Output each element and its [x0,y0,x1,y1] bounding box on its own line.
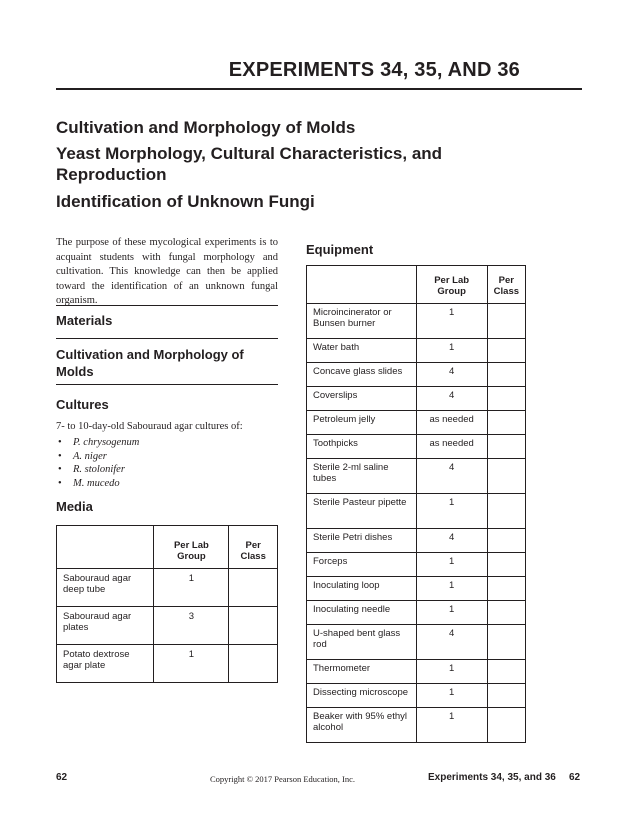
cultivation-rule [56,338,278,339]
table-cell-per-class [487,411,525,435]
media-heading: Media [56,499,93,514]
table-cell-name: Thermometer [307,660,417,684]
materials-heading: Materials [56,313,113,328]
page-number-left: 62 [56,772,68,783]
table-cell-per-class [487,304,525,339]
culture-name: R. stolonifer [73,464,125,475]
table-cell-per-lab: as needed [416,411,487,435]
table-cell-per-lab: 1 [416,577,487,601]
table-cell-per-lab: 4 [416,363,487,387]
table-row [57,645,278,683]
table-row [307,304,526,339]
list-item [56,477,139,491]
materials-rule [56,305,278,306]
subtitle-molds: Cultivation and Morphology of Molds [56,118,356,137]
table-cell-name: Beaker with 95% ethyl alcohol [307,708,417,743]
table-cell-per-lab: 1 [416,601,487,625]
table-cell-name: Inoculating loop [307,577,417,601]
table-row [307,494,526,529]
equipment-table [306,265,526,743]
table-cell-per-class [487,553,525,577]
bullet-icon: • [58,437,62,448]
cultures-heading: Cultures [56,397,109,412]
table-cell-per-class [229,645,278,683]
table-cell-per-lab: 4 [416,387,487,411]
table-cell-name: Potato dextrose agar plate [57,645,154,683]
table-cell-name: Water bath [307,339,417,363]
column-header [307,266,417,304]
table-row [307,387,526,411]
media-table [56,525,278,683]
cultivation-heading: Cultivation and Morphology of Molds [56,347,244,379]
table-cell-name: Petroleum jelly [307,411,417,435]
column-header: Per Class [229,526,278,569]
culture-name: A. niger [73,450,107,462]
table-cell-name: Microincinerator or Bunsen burner [307,304,417,339]
table-cell-name: Sabouraud agar deep tube [57,569,154,607]
table-cell-per-lab: 1 [416,660,487,684]
table-row [307,684,526,708]
table-cell-per-class [487,577,525,601]
table-row [57,569,278,607]
list-item [56,450,139,464]
table-row [307,529,526,553]
bullet-icon: • [58,464,62,475]
table-row [307,411,526,435]
cultures-text: 7- to 10-day-old Sabouraud agar cultures of: [56,421,243,432]
bullet-icon: • [58,477,62,489]
table-cell-name: Toothpicks [307,435,417,459]
table-cell-per-class [487,494,525,529]
table-cell-per-lab: 3 [154,607,229,645]
table-cell-per-class [487,459,525,494]
table-cell-name: Sterile Petri dishes [307,529,417,553]
table-cell-per-class [487,529,525,553]
table-row [57,607,278,645]
column-header: Per Class [487,266,525,304]
page-title: EXPERIMENTS 34, 35, AND 36 [228,59,520,81]
table-cell-name: U-shaped bent glass rod [307,625,417,660]
table-cell-per-class [487,435,525,459]
table-row [307,625,526,660]
table-cell-per-class [487,625,525,660]
table-row [307,553,526,577]
table-row [307,577,526,601]
table-cell-per-class [487,601,525,625]
table-header-row [57,526,278,569]
table-row [307,708,526,743]
table-cell-per-class [229,607,278,645]
list-item [56,463,139,477]
table-cell-per-lab: 4 [416,459,487,494]
table-header-row [307,266,526,304]
table-cell-per-class [229,569,278,607]
table-cell-per-lab: 1 [416,553,487,577]
table-cell-per-class [487,339,525,363]
table-row [307,660,526,684]
table-cell-per-lab: 1 [416,494,487,529]
column-header: Per Lab Group [416,266,487,304]
table-cell-name: Dissecting microscope [307,684,417,708]
table-cell-name: Coverslips [307,387,417,411]
table-cell-per-lab: 1 [154,569,229,607]
culture-name: M. mucedo [73,477,120,489]
page-number-right: 62 [569,772,581,783]
cultures-list [56,436,139,490]
intro-paragraph: The purpose of these mycological experiments is to acquaint students with fungal morphology and cultivation. This knowledge can then be applied toward the identification of an unknown fungal organism. [56,237,278,306]
table-cell-name: Sabouraud agar plates [57,607,154,645]
cultivation-rule-bottom [56,384,278,385]
table-cell-per-class [487,684,525,708]
table-row [307,363,526,387]
table-row [307,339,526,363]
table-row [307,435,526,459]
table-cell-per-lab: 1 [154,645,229,683]
subtitle-unknown-fungi: Identification of Unknown Fungi [56,192,315,211]
table-cell-per-class [487,708,525,743]
table-row [307,601,526,625]
bullet-icon: • [58,450,62,462]
table-row [307,459,526,494]
table-cell-per-lab: 1 [416,304,487,339]
table-cell-name: Sterile 2-ml saline tubes [307,459,417,494]
table-cell-per-class [487,660,525,684]
table-cell-name: Forceps [307,553,417,577]
table-cell-per-lab: 4 [416,625,487,660]
table-cell-per-lab: 1 [416,684,487,708]
header-rule [56,88,582,90]
list-item [56,436,139,450]
table-cell-per-class [487,387,525,411]
table-cell-name: Inoculating needle [307,601,417,625]
culture-name: P. chrysogenum [73,437,140,448]
table-cell-per-lab: 1 [416,708,487,743]
table-cell-per-lab: 1 [416,339,487,363]
equipment-heading: Equipment [306,242,374,257]
copyright-notice: Copyright © 2017 Pearson Education, Inc. [210,774,356,784]
subtitle-yeast: Yeast Morphology, Cultural Characteristics, and Reproduction [56,144,443,184]
table-cell-name: Concave glass slides [307,363,417,387]
column-header: Per Lab Group [154,526,229,569]
table-cell-name: Sterile Pasteur pipette [307,494,417,529]
footer-experiments-label: Experiments 34, 35, and 36 [428,772,556,783]
table-cell-per-class [487,363,525,387]
table-cell-per-lab: as needed [416,435,487,459]
column-header [57,526,154,569]
table-cell-per-lab: 4 [416,529,487,553]
